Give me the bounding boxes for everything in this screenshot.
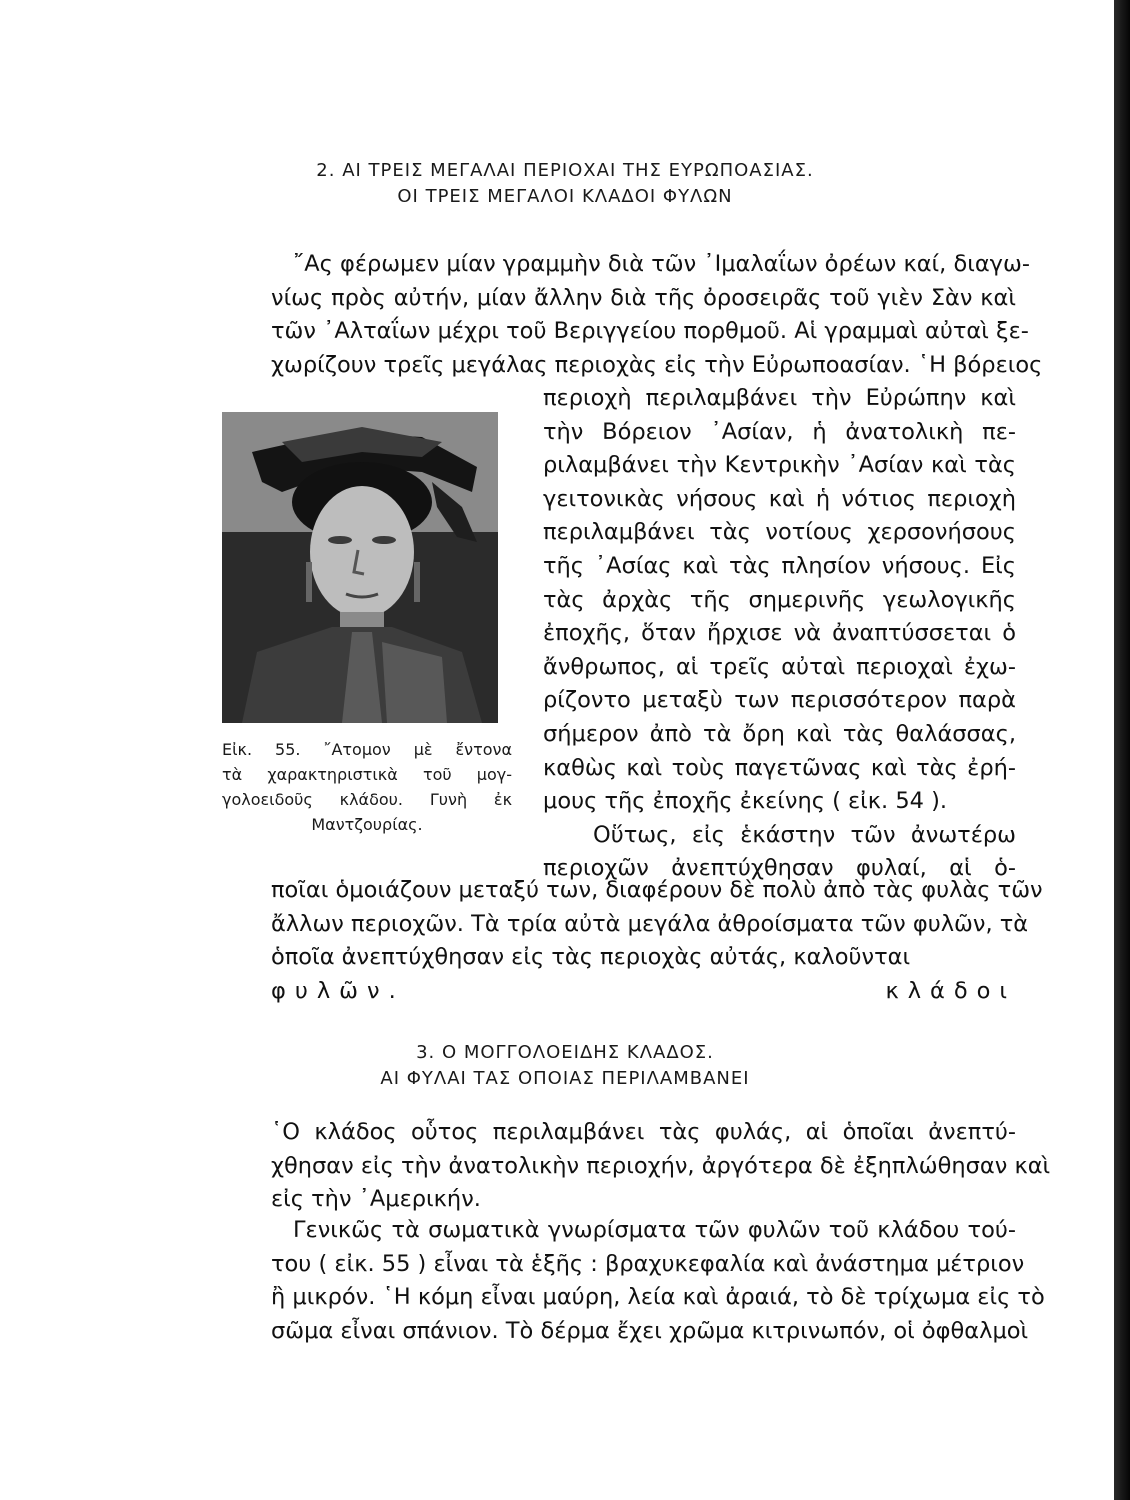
- text-line: ριλαμβάνει τὴν Κεντρικὴν ᾿Ασίαν καὶ τὰς: [543, 452, 1016, 479]
- text-line: χωρίζουν τρεῖς μεγάλας περιοχὰς εἰς τὴν Εὐρωποασίαν. ῾Η βόρειος: [271, 351, 1043, 378]
- text-line: ῎Ας φέρωμεν μίαν γραμμὴν διὰ τῶν ᾿Ιμαλαΐων ὀρέων καί, διαγω-: [293, 251, 1030, 277]
- section-3-heading-line-1: 3. Ο ΜΟΓΓΟΛΟΕΙΔΗΣ ΚΛΑΔΟΣ.: [416, 1042, 714, 1063]
- closing-line-text: ὁποῖα ἀνεπτύχθησαν εἰς τὰς περιοχὰς αὐτάς, καλοῦνται: [271, 944, 911, 970]
- text-line: τῆς ᾿Ασίας καὶ τὰς πλησίον νήσους. Εἰς: [543, 552, 1016, 579]
- text-line: του ( εἰκ. 55 ) εἶναι τὰ ἑξῆς : βραχυκεφαλία καὶ ἀνάστημα μέτριον: [271, 1250, 1025, 1277]
- section-2-heading-line-1: 2. ΑΙ ΤΡΕΙΣ ΜΕΓΑΛΑΙ ΠΕΡΙΟΧΑΙ ΤΗΣ ΕΥΡΩΠΟΑΣΙΑΣ.: [316, 160, 814, 181]
- text-line: σήμερον ἀπὸ τὰ ὄρη καὶ τὰς θαλάσσας,: [543, 720, 1016, 747]
- section-2-closing-paragraph: [271, 874, 1043, 1008]
- section-2-intro-paragraph: [271, 248, 1043, 382]
- text-line: γειτονικὰς νήσους καὶ ἡ νότιος περιοχὴ: [543, 485, 1016, 512]
- figure-55-photo: [222, 412, 498, 723]
- caption-line: τὰ χαρακτηριστικὰ τοῦ μογ-: [222, 765, 512, 784]
- text-line: μους τῆς ἐποχῆς ἐκείνης ( εἰκ. 54 ).: [543, 788, 948, 815]
- text-line: φυλῶν.: [271, 977, 405, 1004]
- section-3-paragraph-2: [271, 1214, 1045, 1348]
- section-3-paragraph-1: [271, 1116, 1051, 1217]
- text-line: τὰς ἀρχὰς τῆς σημερινῆς γεωλογικῆς: [543, 586, 1016, 613]
- section-2-wrapped-paragraph: [543, 382, 1016, 886]
- section-3-heading-line-2: ΑΙ ΦΥΛΑΙ ΤΑΣ ΟΠΟΙΑΣ ΠΕΡΙΛΑΜΒΑΝΕΙ: [380, 1068, 750, 1089]
- text-line: Γενικῶς τὰ σωματικὰ γνωρίσματα τῶν φυλῶν τοῦ κλάδου τού-: [293, 1217, 1016, 1243]
- portrait-illustration: [222, 412, 498, 723]
- page-edge-shadow: [1114, 0, 1130, 1500]
- caption-line: Εἰκ. 55. ῎Ατομον μὲ ἔντονα: [222, 740, 512, 759]
- text-line: ποῖαι ὁμοιάζουν μεταξύ των, διαφέρουν δὲ πολὺ ἀπὸ τὰς φυλὰς τῶν: [271, 877, 1043, 903]
- text-line: ἄλλων περιοχῶν. Τὰ τρία αὐτὰ μεγάλα ἀθροίσματα τῶν φυλῶν, τὰ: [271, 910, 1029, 937]
- text-line: νίως πρὸς αὐτήν, μίαν ἄλλην διὰ τῆς ὀροσειρᾶς τοῦ γιὲν Σὰν καὶ: [271, 284, 1016, 311]
- section-2-heading-line-2: ΟΙ ΤΡΕΙΣ ΜΕΓΑΛΟΙ ΚΛΑΔΟΙ ΦΥΛΩΝ: [397, 186, 733, 207]
- text-line: περιοχῶν ἀνεπτύχθησαν φυλαί, αἱ ὁ-: [543, 855, 1016, 882]
- text-line: καθὼς καὶ τοὺς παγετῶνας καὶ τὰς ἐρή-: [543, 754, 1016, 781]
- text-line: τῶν ᾿Αλταΐων μέχρι τοῦ Βεριγγείου πορθμοῦ. Αἱ γραμμαὶ αὐταὶ ξε-: [271, 318, 1029, 344]
- text-line: χθησαν εἰς τὴν ἀνατολικὴν περιοχήν, ἀργότερα δὲ ἐξηπλώθησαν καὶ: [271, 1152, 1051, 1179]
- caption-line: Μαντζουρίας.: [311, 815, 423, 834]
- text-line: σῶμα εἶναι σπάνιον. Τὸ δέρμα ἔχει χρῶμα κιτρινωπόν, οἱ ὀφθαλμοὶ: [271, 1317, 1029, 1344]
- text-line: ῾Ο κλάδος οὗτος περιλαμβάνει τὰς φυλάς, αἱ ὁποῖαι ἀνεπτύ-: [271, 1119, 1016, 1145]
- text-line: ἐποχῆς, ὅταν ἤρχισε νὰ ἀναπτύσσεται ὁ: [543, 620, 1016, 647]
- text-line: περιλαμβάνει τὰς νοτίους χερσονήσους: [543, 519, 1016, 546]
- text-line: εἰς τὴν ᾿Αμερικήν.: [271, 1186, 481, 1212]
- figure-55-caption: [222, 737, 512, 837]
- text-line: ρίζοντο μεταξὺ των περισσότερον παρὰ: [543, 687, 1016, 714]
- text-line: περιοχὴ περιλαμβάνει τὴν Εὐρώπην καὶ: [543, 385, 1016, 411]
- caption-line: γολοειδοῦς κλάδου. Γυνὴ ἐκ: [222, 790, 512, 809]
- text-line: ἢ μικρόν. ῾Η κόμη εἶναι μαύρη, λεία καὶ ἀραιά, τὸ δὲ τρίχωμα εἰς τὸ: [271, 1284, 1045, 1310]
- text-line: Οὕτως, εἰς ἑκάστην τῶν ἀνωτέρω: [593, 821, 1016, 848]
- text-line: τὴν Βόρειον ᾿Ασίαν, ἡ ἀνατολικὴ πε-: [543, 418, 1016, 445]
- emphasis-term: κλάδοι: [885, 977, 1016, 1004]
- text-line: ἄνθρωπος, αἱ τρεῖς αὐταὶ περιοχαὶ ἐχω-: [543, 653, 1016, 680]
